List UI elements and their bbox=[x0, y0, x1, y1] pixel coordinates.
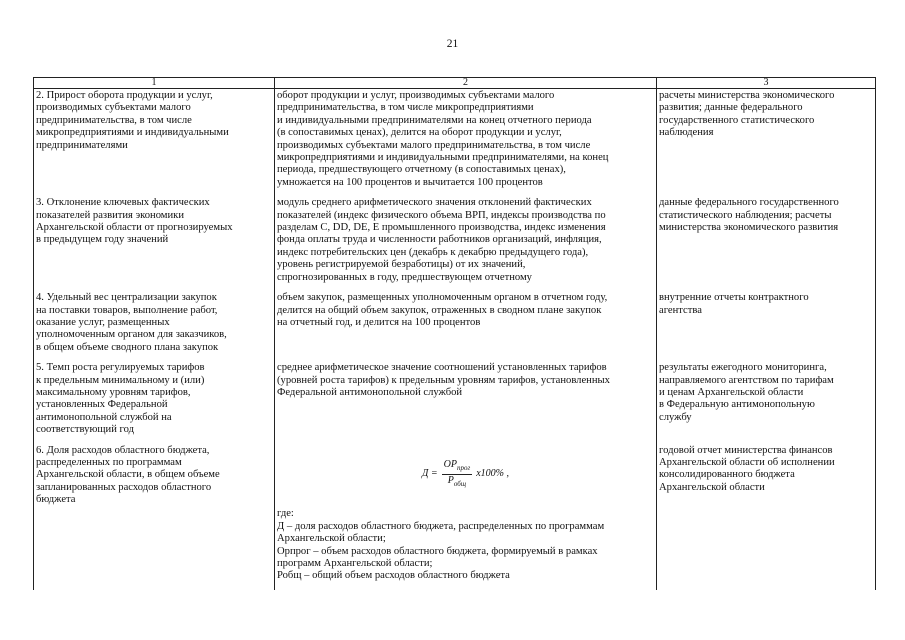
indicator-name: 4. Удельный вес централизации закупок на поставки товаров, выполнение работ, оказание услуг, размещенных уполномоченным органом для заказчиков, в общем объеме сводного плана закупок bbox=[36, 292, 227, 353]
data-source: результаты ежегодного мониторинга, направляемого агентством по тарифам и ценам Архангельской области в Федеральную антимонопольную службу bbox=[659, 362, 834, 423]
calculation-method: оборот продукции и услуг, производимых субъектами малого предпринимательства, в том числе микропредприятиями и индивидуальными предпринимателями на конец отчетного периода (в сопоставимых ценах), делится на оборот продукции и услуг, производимых субъектами малого предпринимательства, в том числе микропредприятиями и индивидуальными предпринимателями, на конец периода, предшествующего отчетному (в сопоставимых ценах), умножается на 100 процентов и вычитается 100 процентов bbox=[277, 90, 609, 188]
table-row bbox=[34, 444, 876, 590]
formula-lhs: Д = bbox=[422, 468, 438, 480]
calculation-method: объем закупок, размещенных уполномоченным органом в отчетном году, делится на общий объем закупок, отраженных в сводном плане закупок на отчетный год, и делится на 100 процентов bbox=[277, 292, 608, 328]
column-header-1: 1 bbox=[34, 78, 275, 89]
table-row bbox=[34, 89, 876, 197]
data-source: годовой отчет министерства финансов Архангельской области об исполнении консолидированного бюджета Архангельской области bbox=[659, 444, 835, 493]
formula-rhs: x100% , bbox=[476, 468, 509, 480]
data-source: внутренние отчеты контрактного агентства bbox=[659, 292, 809, 316]
formula-where: где: bbox=[277, 508, 294, 520]
table-header-row bbox=[34, 78, 876, 89]
formula-definitions: Д – доля расходов областного бюджета, распределенных по программам Архангельской области; Ор​прог – объем расходов областного бюджета, формируемый в рамках программ Архангельской области; Р​общ – общий объем расходов областного бюджета bbox=[277, 520, 605, 582]
calculation-method: среднее арифметическое значение соотношений установленных тарифов (уровней роста тарифов) к предельным уровням тарифов, установленных Федеральной антимонопольной службой bbox=[277, 362, 610, 398]
page-number: 21 bbox=[446, 38, 459, 50]
formula-numerator-sub: прог bbox=[456, 463, 471, 472]
column-header-3: 3 bbox=[657, 78, 876, 89]
formula-fraction bbox=[442, 459, 473, 491]
table-row bbox=[34, 291, 876, 361]
indicator-name: 3. Отклонение ключевых фактических показателей развития экономики Архангельской области от прогнозируемых в предыдущем году значений bbox=[36, 197, 233, 246]
indicators-table bbox=[33, 77, 876, 590]
column-header-2: 2 bbox=[275, 78, 657, 89]
formula-numerator: ОР bbox=[443, 458, 457, 470]
indicator-name: 6. Доля расходов областного бюджета, распределенных по программам Архангельской области, в общем объеме запланированных расходов областного бюджета bbox=[36, 444, 220, 506]
data-source: данные федерального государственного статистического наблюдения; расчеты министерства экономического развития bbox=[659, 197, 839, 234]
formula-denominator-sub: общ bbox=[453, 479, 467, 488]
table-row bbox=[34, 196, 876, 291]
data-source: расчеты министерства экономического развития; данные федерального государственного статистического наблюдения bbox=[659, 90, 835, 139]
formula bbox=[277, 445, 654, 509]
calculation-method: модуль среднего арифметического значения отклонений фактических показателей (индекс физического объема ВРП, индексы производства по разделам С, DD, DE, Е промышленного производства, индекс изменения фонда оплаты труда и численности работников организаций, инфляция, индекс потребительских цен (декабрь к декабрю предыдущего года), уровень регистрируемой безработицы) от их значений, спрогнозированных в году, предшествующем отчетному bbox=[277, 197, 606, 283]
indicator-name: 2. Прирост оборота продукции и услуг, производимых субъектами малого предпринимательства, в том числе микропредприятиями и индивидуальными предпринимателями bbox=[36, 90, 229, 151]
indicator-name: 5. Темп роста регулируемых тарифов к предельным минимальному и (или) максимальному уровням тарифов, установленных Федеральной антимонопольной службой на соответствующий год bbox=[36, 362, 205, 436]
table-row bbox=[34, 361, 876, 443]
formula-denominator: Р bbox=[447, 474, 454, 486]
